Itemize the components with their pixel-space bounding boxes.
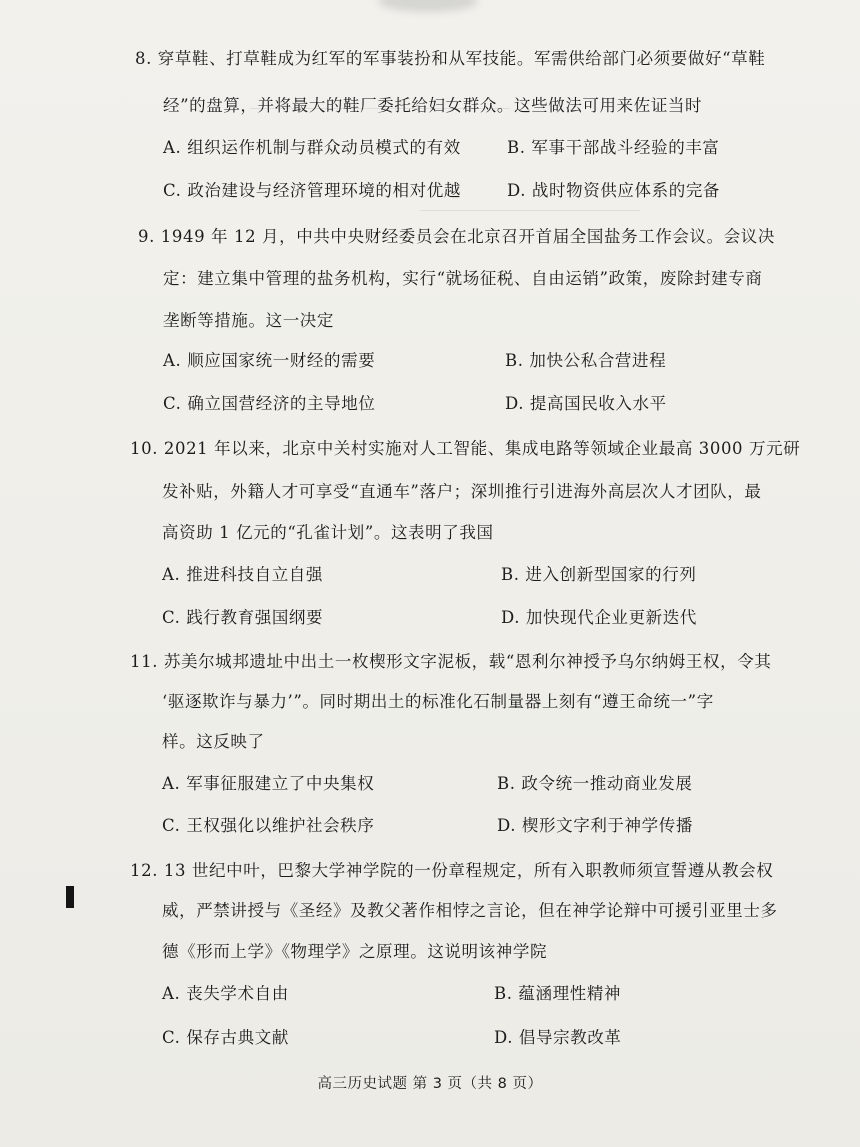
question-11-stem-line-3: 样。这反映了 [162, 732, 265, 751]
question-9-option-c: C. 确立国营经济的主导地位 [163, 394, 376, 413]
question-9-option-a: A. 顺应国家统一财经的需要 [163, 351, 376, 370]
question-9-stem-line-1: 9. 1949 年 12 月，中共中央财经委员会在北京召开首届全国盐务工作会议。会议决 [138, 227, 776, 246]
question-8-option-a: A. 组织运作机制与群众动员模式的有效 [163, 138, 461, 157]
question-8-option-b: B. 军事干部战斗经验的丰富 [507, 138, 720, 157]
scan-smudge [378, 0, 478, 12]
question-12-stem-line-3: 德《形而上学》《物理学》之原理。这说明该神学院 [162, 942, 548, 961]
question-12-stem-line-1: 12. 13 世纪中叶，巴黎大学神学院的一份章程规定，所有入职教师须宣誓遵从教会权 [130, 861, 774, 880]
question-11-option-d: D. 楔形文字利于神学传播 [497, 816, 693, 835]
question-11-option-a: A. 军事征服建立了中央集权 [162, 774, 375, 793]
question-9-option-d: D. 提高国民收入水平 [505, 394, 667, 413]
question-8-option-d: D. 战时物资供应体系的完备 [507, 181, 721, 200]
question-10-stem-line-2: 发补贴，外籍人才可享受“直通车”落户；深圳推行引进海外高层次人才团队，最 [162, 482, 762, 501]
question-10-stem-line-3: 高资助 1 亿元的“孔雀计划”。这表明了我国 [162, 523, 494, 542]
question-9-stem-line-2: 定：建立集中管理的盐务机构，实行“就场征税、自由运销”政策，废除封建专商 [163, 269, 763, 288]
question-11-option-c: C. 王权强化以维护社会秩序 [162, 816, 375, 835]
question-10-option-d: D. 加快现代企业更新迭代 [501, 608, 697, 627]
question-11-stem-line-1: 11. 苏美尔城邦遗址中出土一枚楔形文字泥板，载“恩利尔神授予乌尔纳姆王权，令其 [130, 652, 772, 671]
question-12-stem-line-2: 威，严禁讲授与《圣经》及教父著作相悖之言论，但在神学论辩中可援引亚里士多 [162, 901, 778, 920]
binding-mark [66, 886, 74, 908]
question-10-option-b: B. 进入创新型国家的行列 [501, 565, 697, 584]
question-12-option-a: A. 丧失学术自由 [162, 984, 289, 1003]
question-10-option-c: C. 践行教育强国纲要 [162, 608, 324, 627]
question-10-stem-line-1: 10. 2021 年以来，北京中关村实施对人工智能、集成电路等领域企业最高 3000 万元研 [130, 439, 801, 458]
question-10-option-a: A. 推进科技自立自强 [162, 565, 324, 584]
question-8-option-c: C. 政治建设与经济管理环境的相对优越 [163, 181, 461, 200]
page-footer: 高三历史试题 第 3 页（共 8 页） [317, 1076, 543, 1092]
bleed-through [420, 210, 640, 212]
question-8-stem-line-1: 8. 穿草鞋、打草鞋成为红军的军事装扮和从军技能。军需供给部门必须要做好“草鞋 [135, 49, 766, 68]
question-11-option-b: B. 政令统一推动商业发展 [497, 774, 693, 793]
question-12-option-c: C. 保存古典文献 [162, 1028, 289, 1047]
question-8-stem-line-2: 经”的盘算，并将最大的鞋厂委托给妇女群众。这些做法可用来佐证当时 [163, 96, 703, 115]
question-11-stem-line-2: ‘驱逐欺诈与暴力’”。同时期出土的标准化石制量器上刻有“遵王命统一”字 [162, 692, 714, 711]
question-12-option-d: D. 倡导宗教改革 [494, 1028, 622, 1047]
question-9-stem-line-3: 垄断等措施。这一决定 [163, 311, 334, 330]
question-12-option-b: B. 蕴涵理性精神 [494, 984, 622, 1003]
question-9-option-b: B. 加快公私合营进程 [505, 351, 667, 370]
